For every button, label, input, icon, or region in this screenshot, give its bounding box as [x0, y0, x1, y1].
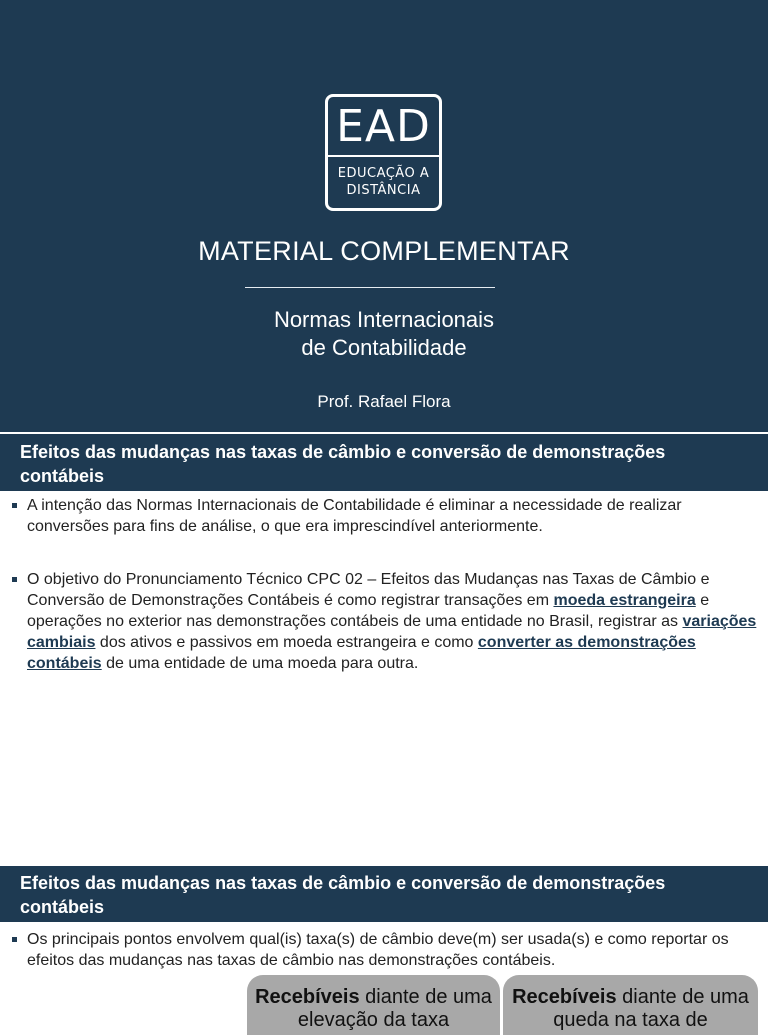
card-bold: Recebíveis — [512, 986, 617, 1008]
card-text: diante de uma queda na taxa de — [553, 986, 749, 1031]
slide1-header: Efeitos das mudanças nas taxas de câmbio e conversão de demonstrações contábeis — [0, 434, 768, 491]
logo-divider — [328, 155, 439, 157]
keyword-variacoes-cambiais: variações cambiais — [27, 613, 757, 651]
bullet-text-part: de uma entidade de uma moeda para outra. — [101, 655, 419, 672]
logo-subtitle-line1: EDUCAÇÃO A — [337, 166, 430, 181]
keyword-moeda-estrangeira: moeda estrangeira — [553, 592, 696, 609]
card-text: diante de uma elevação da taxa — [297, 986, 492, 1031]
card-receivables-fall — [503, 975, 758, 1035]
bullet-marker — [12, 577, 17, 582]
cover-divider — [245, 287, 495, 288]
slide1-bullet-1 — [12, 495, 760, 537]
cover-subtitle-line1: Normas Internacionais — [273, 307, 495, 332]
bullet-marker — [12, 503, 17, 508]
bullet-text-part: O objetivo do Pronunciamento Técnico CPC 02 – Efeitos das Mudanças nas Taxas de Câmbio e Conversão de Demonstrações Contábeis é como registrar transações em — [27, 571, 710, 609]
bullet-text — [27, 569, 760, 674]
bullet-text-part: dos ativos e passivos em moeda estrangeira e como — [95, 634, 478, 651]
logo-subtitle — [328, 165, 439, 199]
cover-author: Prof. Rafael Flora — [317, 392, 451, 411]
slide2-header: Efeitos das mudanças nas taxas de câmbio e conversão de demonstrações contábeis — [0, 866, 768, 922]
cover-slide — [0, 0, 768, 432]
card-bold: Recebíveis — [255, 986, 360, 1008]
cover-subtitle-line2: de Contabilidade — [301, 335, 467, 360]
card-receivables-rise — [247, 975, 500, 1035]
cover-subtitle — [0, 306, 768, 362]
bullet-text: A intenção das Normas Internacionais de Contabilidade é eliminar a necessidade de realizar conversões para fins de análise, o que era imprescindível anteriormente. — [27, 497, 682, 535]
ead-logo — [325, 94, 442, 211]
slide1-bullet-2 — [12, 569, 760, 674]
logo-ead-text: EAD — [336, 101, 431, 152]
bullet-marker — [12, 937, 17, 942]
cover-title: MATERIAL COMPLEMENTAR — [198, 236, 570, 266]
bullet-text-part: e operações no exterior nas demonstrações contábeis de uma entidade no Brasil, registrar as — [27, 592, 710, 630]
bullet-text: Os principais pontos envolvem qual(is) taxa(s) de câmbio deve(m) ser usada(s) e como reportar os efeitos das mudanças nas taxas de câmbio nas demonstrações contábeis. — [27, 931, 729, 969]
logo-subtitle-line2: DISTÂNCIA — [346, 183, 421, 198]
slide2-bullet-1 — [12, 929, 760, 971]
keyword-converter-demonstracoes: converter as demonstrações contábeis — [27, 634, 696, 672]
